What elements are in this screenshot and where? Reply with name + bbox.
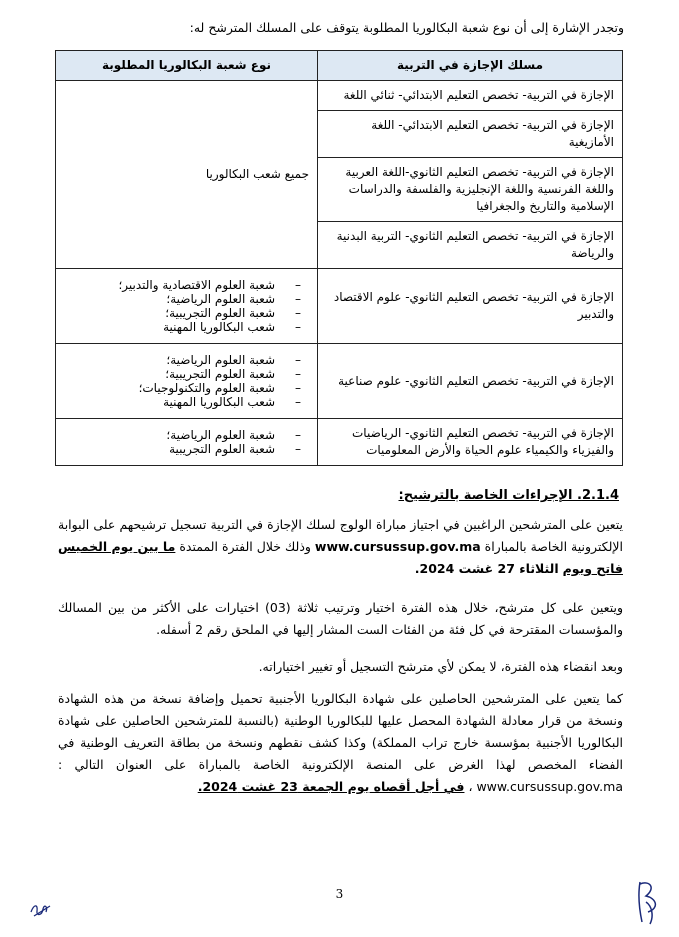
paragraph-registration — [58, 514, 623, 580]
deadline-text: ما بين يوم الخميس فاتح ويوم — [58, 539, 623, 576]
table-header-row — [56, 51, 623, 81]
specialization-table — [55, 50, 623, 466]
bac-list-cell — [56, 344, 318, 419]
header-track: مسلك الإجازة في التربية — [318, 51, 623, 81]
bac-list — [64, 428, 309, 456]
initials-signature-right — [632, 878, 668, 928]
table-row — [56, 419, 623, 466]
section-title: 2.1.4. الإجراءات الخاصة بالترشيح: — [398, 488, 619, 503]
deadline-date: الثلاثاء 27 غشت 2024. — [414, 561, 559, 576]
table-row — [56, 81, 623, 111]
deadline-text: في أجل أقصاه يوم الجمعة 23 غشت 2024. — [197, 779, 465, 794]
track-cell: الإجازة في التربية- تخصص التعليم الثانوي- علوم الاقتصاد والتدبير — [318, 269, 623, 344]
bac-list — [64, 353, 309, 409]
paragraph-choices: ويتعين على كل مترشح، خلال هذه الفترة اختيار وترتيب ثلاثة (03) اختيارات على الأكثر من بين المسالك والمؤسسات المقترحة في كل فئة من الفئات الست المشار إليها في الملحق رقم 2 أسفله. — [58, 600, 624, 637]
paragraph-closing: وبعد انقضاء هذه الفترة، لا يمكن لأي مترشح التسجيل أو تغيير اختياراته. — [258, 659, 623, 674]
table-row — [56, 269, 623, 344]
list-item: – شعبة العلوم الرياضية؛ — [64, 428, 309, 442]
bac-list — [64, 278, 309, 334]
para-text: كما يتعين على المترشحين الحاصلين على شهادة البكالوريا الأجنبية تحميل وإضافة نسخة من هذه الشهادة ونسخة من قرار معادلة الشهادة المحصل عليها للبكالوريا الوطنية (بالنسبة للمترشحين الحاصلين على شهادة البكالوريا الأجنبية بمؤسسة خارج تراب المملكة) وكذا كشف نقطهم ونسخة من بطاقة التعريف الوطنية في الفضاء المخصص لهذا الغرض على المنصة الإلكترونية الخاصة بالمباراة على العنوان التالي : — [58, 691, 623, 772]
para-text: ، — [464, 779, 477, 794]
track-cell: الإجازة في التربية- تخصص التعليم الثانوي-اللغة العربية واللغة الفرنسية واللغة الإنجليزية والفلسفة والدراسات الإسلامية والتاريخ والجغرافيا — [318, 158, 623, 222]
header-bac-type: نوع شعبة البكالوريا المطلوبة — [56, 51, 318, 81]
page-number: 3 — [335, 887, 344, 901]
list-item: – شعبة العلوم التجريبية؛ — [64, 306, 309, 320]
portal-link[interactable]: www.cursussup.gov.ma — [476, 779, 623, 794]
portal-link[interactable]: www.cursussup.gov.ma — [314, 539, 481, 554]
bac-list-cell — [56, 269, 318, 344]
bac-cell-all: جميع شعب البكالوريا — [56, 81, 318, 269]
para-text: وذلك خلال الفترة الممتدة — [175, 539, 315, 554]
list-item: – شعبة العلوم والتكنولوجيات؛ — [64, 381, 309, 395]
list-item: – شعب البكالوريا المهنية — [64, 395, 309, 409]
list-item: – شعب البكالوريا المهنية — [64, 320, 309, 334]
initials-signature-left — [28, 898, 56, 920]
track-cell: الإجازة في التربية- تخصص التعليم الثانوي- علوم صناعية — [318, 344, 623, 419]
track-cell: الإجازة في التربية- تخصص التعليم الثانوي- الرياضيات والفيزياء والكيمياء علوم الحياة والأرض المعلوميات — [318, 419, 623, 466]
list-item: – شعبة العلوم الرياضية؛ — [64, 353, 309, 367]
para-text: يتعين على المترشحين الراغبين في اجتياز مباراة الولوج لسلك الإجازة في التربية تسجيل ترشيحهم على البوابة الإلكترونية الخاصة بالمباراة — [58, 517, 623, 554]
table-row — [56, 344, 623, 419]
list-item: – شعبة العلوم التجريبية؛ — [64, 367, 309, 381]
list-item: – شعبة العلوم الرياضية؛ — [64, 292, 309, 306]
paragraph-foreign-bac — [58, 688, 623, 798]
list-item: – شعبة العلوم الاقتصادية والتدبير؛ — [64, 278, 309, 292]
bac-list-cell — [56, 419, 318, 466]
list-item: – شعبة العلوم التجريبية — [64, 442, 309, 456]
intro-text: وتجدر الإشارة إلى أن نوع شعبة البكالوريا المطلوبة يتوقف على المسلك المترشح له: — [189, 20, 624, 35]
track-cell: الإجازة في التربية- تخصص التعليم الابتدائي- ثنائي اللغة — [318, 81, 623, 111]
track-cell: الإجازة في التربية- تخصص التعليم الثانوي- التربية البدنية والرياضة — [318, 222, 623, 269]
track-cell: الإجازة في التربية- تخصص التعليم الابتدائي- اللغة الأمازيغية — [318, 111, 623, 158]
